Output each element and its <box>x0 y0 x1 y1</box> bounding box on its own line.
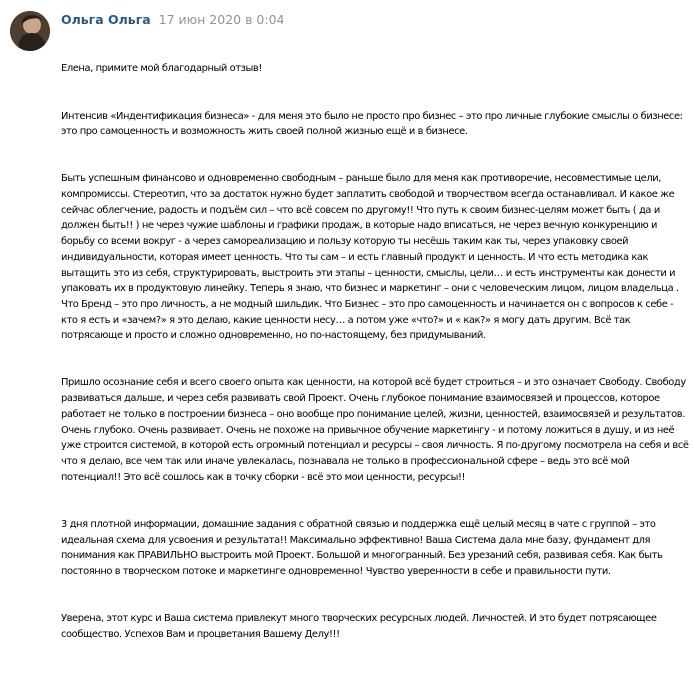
avatar-photo-icon <box>10 11 50 51</box>
paragraph: Быть успешным финансово и одновременно свободным – раньше было для меня как противоречие, несовместимые цели, компромиссы. Стереотип, что за достаток нужно будет заплатить свободой и творчеством всегда останавливал. И какое же сейчас облегчение, радость и подъём сил – что всё совсем по другому!! Что путь к своим бизнес-целям может быть ( да и должен быть!! ) не через чужие шаблоны и графики продаж, в которые надо вписаться, не через вечную конкуренцию и борьбу со всеми вокруг - а через самореализацию и пользу которую ты несёшь таким как ты, через упаковку своей индивидуальности, которая имеет ценность. Что ты сам – и есть главный продукт и ценность. И что есть методика как вытащить это из себя, структурировать, выстроить эти этапы – ценности, смыслы, цели… и есть инструменты как донести и упаковать их в продуктовую линейку. Теперь я знаю, что бизнес и маркетинг – они с человеческим лицом, лицом владельца . Что Бренд – это про личность, а не модный шильдик. Что Бизнес – это про самоценность и начинается он с вопросов к себе - кто я есть и «зачем?» я это делаю, какие ценности несу… а потом уже «что?» и « как?» я могу дать другим. Всё так потрясающе и просто и сложно одновременно, но по-настоящему, без придумываний. <box>61 173 682 342</box>
paragraph: Пришло осознание себя и всего своего опыта как ценности, на которой всё будет строиться – и это означает Свободу. Свободу развиваться дальше, и через себя развивать свой Проект. Очень глубокое понимание взаимосвязей и процессов, которое работает не только в построении бизнеса – оно вообще про понимание целей, жизни, ценностей, взаимосвязей и результатов. Очень глубоко. Очень развивает. Очень не похоже на привычное обучение маркетингу - и потому ложиться в душу, и из неё уже строится системой, в которой есть огромный потенциал и ресурсы – своя личность. Я по-другому посмотрела на себя и всё что я делаю, все чем так или иначе увлекалась, познавала не только в профессиональной сфере – ведь это всё мой потенциал!! Это всё сошлось как в точку сборки - всё это мои ценности, ресурсы!! <box>61 377 692 483</box>
author-name-link[interactable]: Ольга Ольга <box>61 12 151 27</box>
comment-date[interactable]: 17 июн 2020 в 0:04 <box>158 12 285 27</box>
user-avatar[interactable] <box>10 11 50 51</box>
paragraph: Уверена, этот курс и Ваша система привлекут много творческих ресурсных людей. Личностей. И это будет потрясающее сообщество. Успехов Вам и процветания Вашему Делу!!! <box>61 613 660 640</box>
comment-text <box>61 30 691 674</box>
paragraph: Елена, примите мой благодарный отзыв! <box>61 63 262 75</box>
paragraph: 3 дня плотной информации, домашние задания с обратной связью и поддержка ещё целый месяц в чате с группой – это идеальная схема для усвоения и результата!! Максимально эффективно! Ваша Система дала мне базу, фундамент для понимания как ПРАВИЛЬНО выстроить мой Проект. Большой и многогранный. Без урезаний себя, развивая себя. Как быть постоянно в творческом потоке и маркетинге одновременно! Чувство уверенности в себе и правильности пути. <box>61 518 666 577</box>
paragraph: Интенсив «Индентификация бизнеса» - для меня это было не просто про бизнес – это про личные глубокие смыслы о бизнесе: это про самоценность и возможность жить своей полной жизнью ещё и в бизнесе. <box>61 110 686 138</box>
comment-header <box>61 12 285 27</box>
